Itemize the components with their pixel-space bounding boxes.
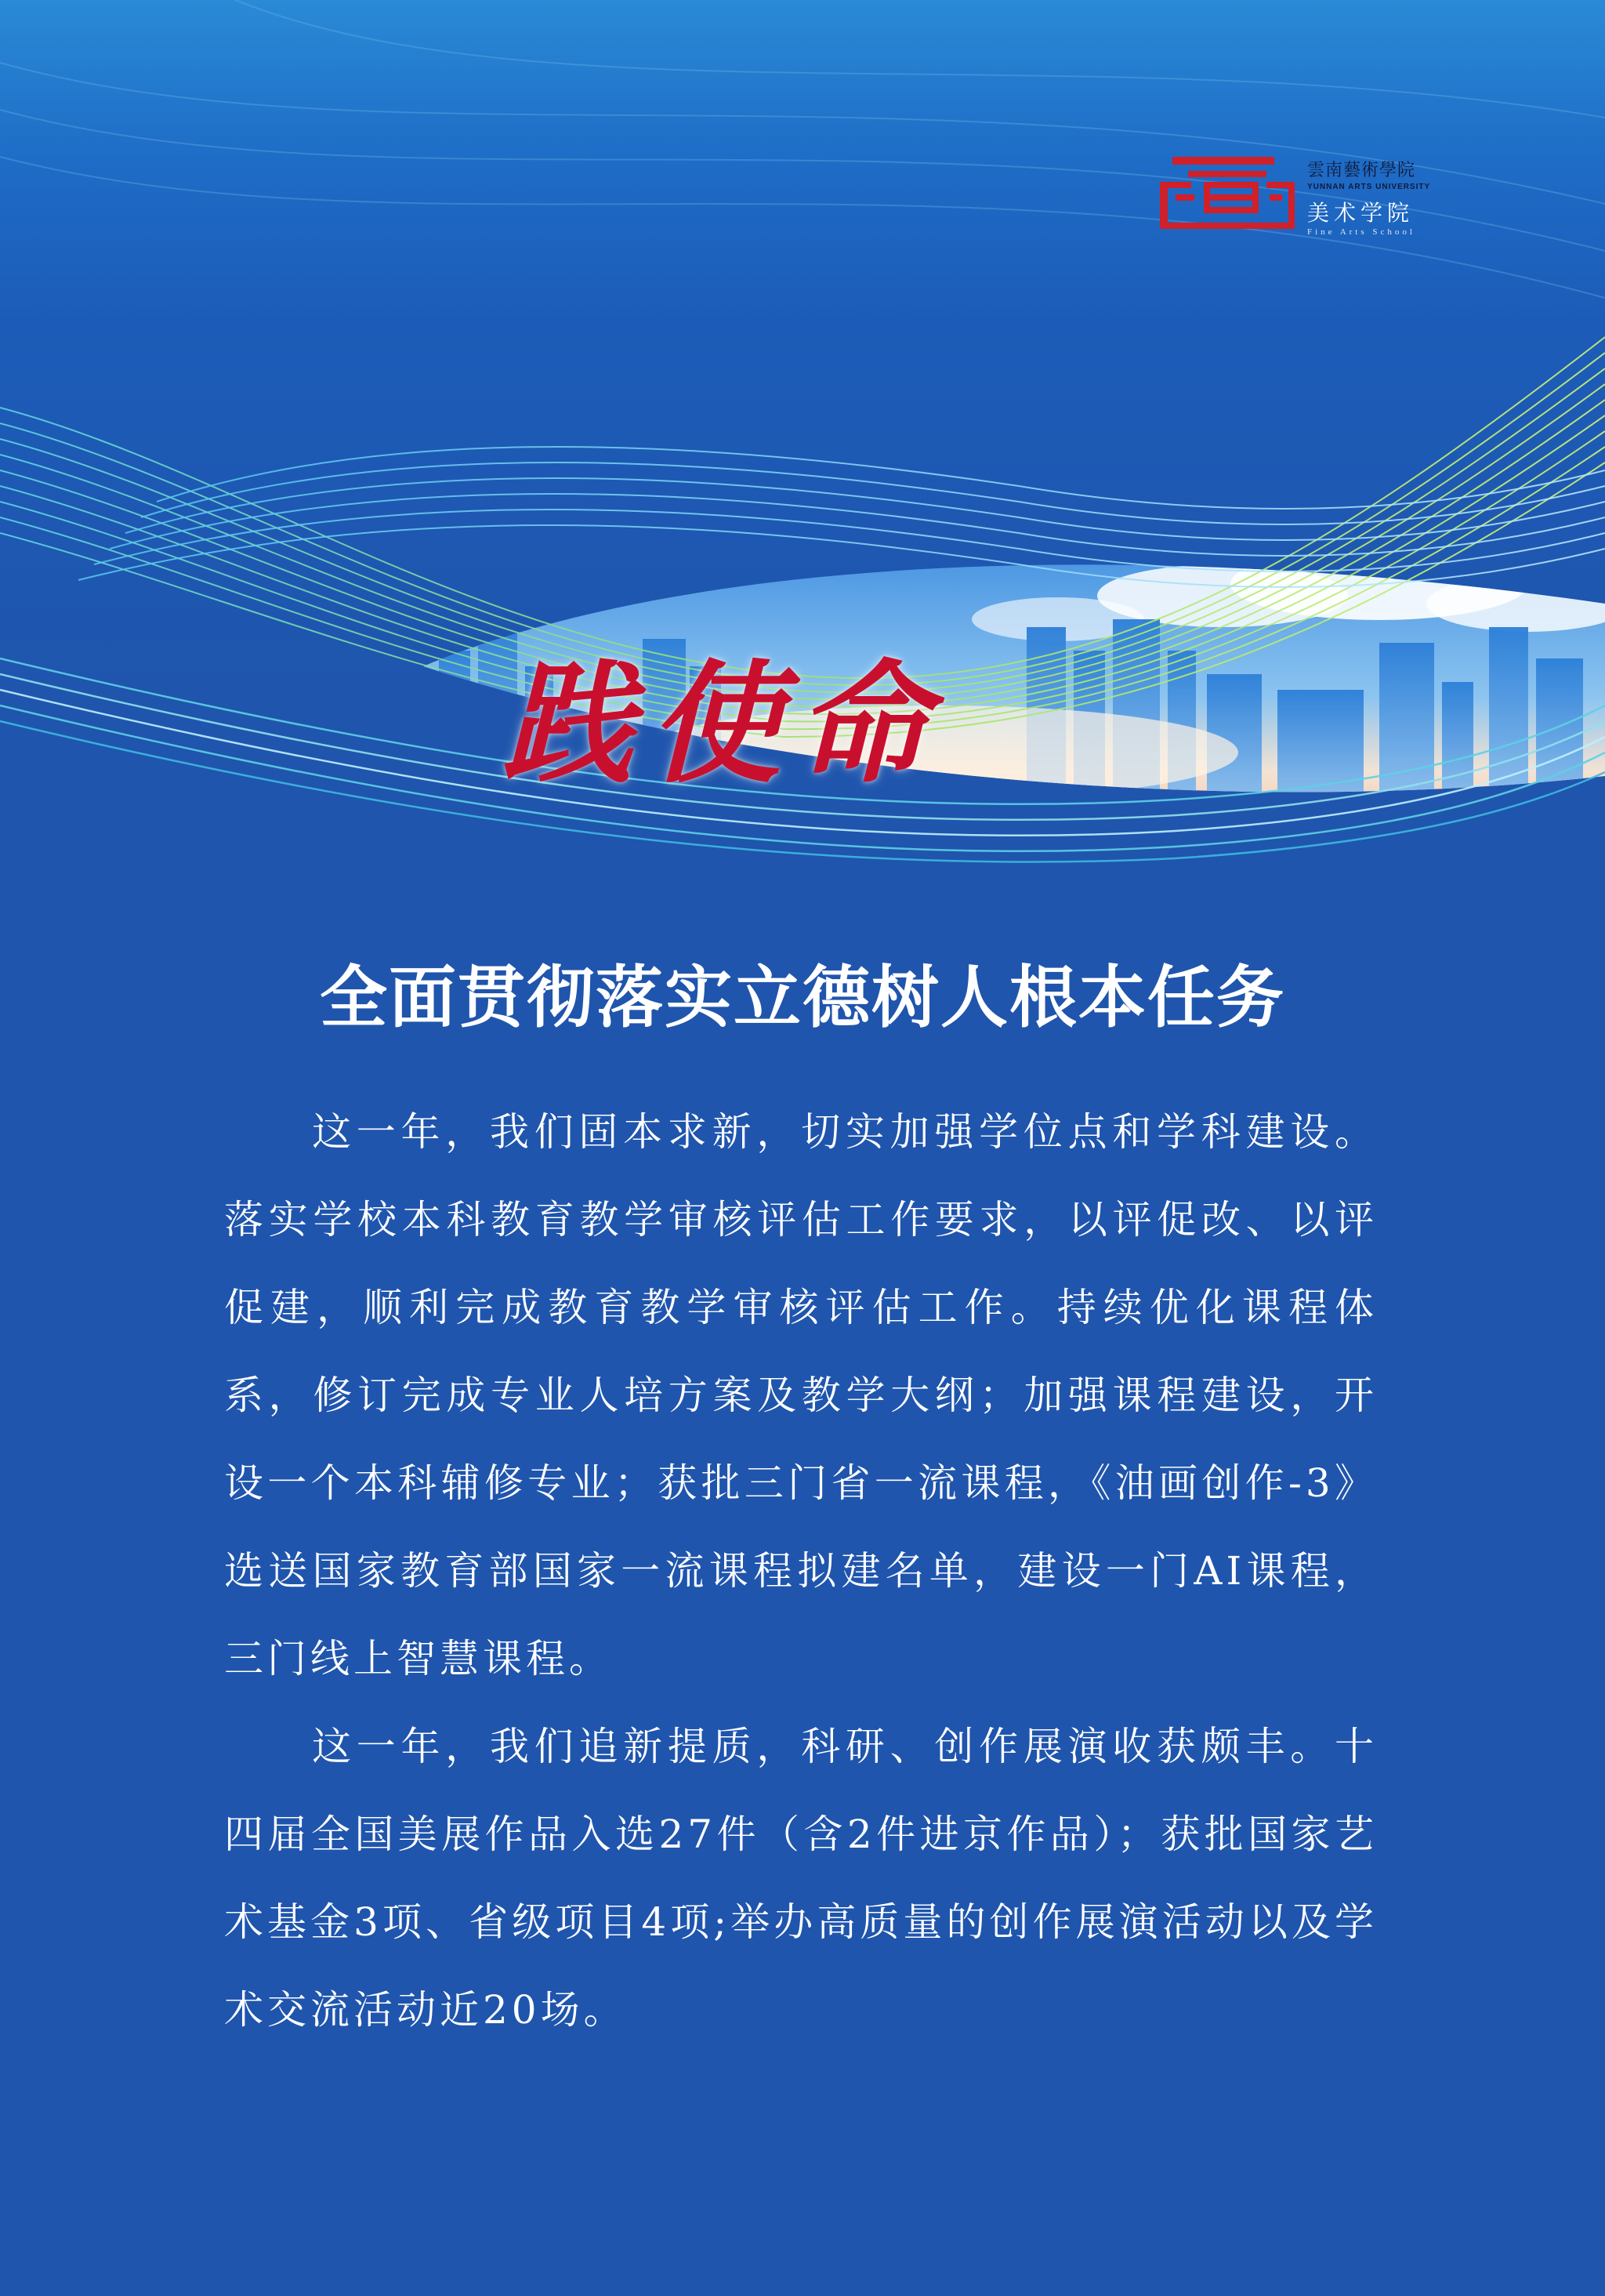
- school-name-cn: 美术学院: [1307, 200, 1415, 226]
- school-name-en: Fine Arts School: [1307, 227, 1415, 237]
- slogan: 践使命: [502, 646, 944, 801]
- university-logo: [1157, 154, 1455, 240]
- body-text: [224, 1088, 1378, 2054]
- university-name-en: YUNNAN ARTS UNIVERSITY: [1307, 183, 1431, 191]
- paragraph-2: 这一年，我们追新提质，科研、创作展演收获颇丰。十四届全国美展作品入选27件（含2件进京作品）；获批国家艺术基金3项、省级项目4项;举办高质量的创作展演活动以及学术交流活动近20场。: [224, 1724, 1378, 2033]
- university-emblem-icon: [1157, 154, 1298, 236]
- university-name-cn: 雲南藝術學院: [1307, 161, 1416, 180]
- logo-text: [1307, 157, 1464, 237]
- page-heading: 全面贯彻落实立德树人根本任务: [320, 959, 1285, 1037]
- upper-swirl-lines: [0, 0, 1605, 298]
- paragraph-1: 这一年，我们固本求新，切实加强学位点和学科建设。落实学校本科教育教学审核评估工作要求，以评促改、以评促建，顺利完成教育教学审核评估工作。持续优化课程体系，修订完成专业人培方案及教学大纲；加强课程建设，开设一个本科辅修专业；获批三门省一流课程，《油画创作-3》选送国家教育部国家一流课程拟建名单，建设一门AI课程，三门线上智慧课程。: [224, 1109, 1378, 1681]
